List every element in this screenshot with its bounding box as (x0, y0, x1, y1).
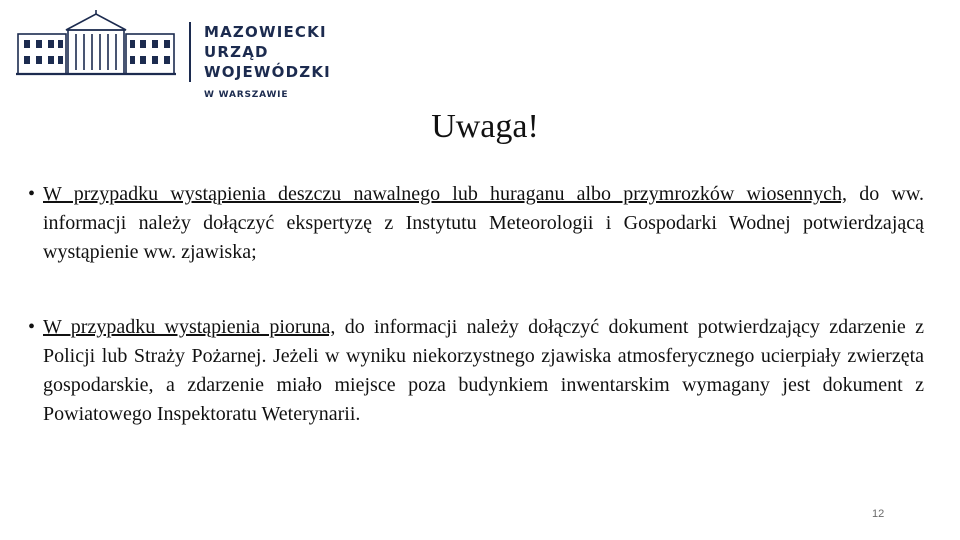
logo-line-1: MAZOWIECKI (204, 23, 327, 41)
logo-line-3: W WARSZAWIE (204, 90, 289, 100)
bullet-item (28, 180, 924, 267)
logo-wordmark (204, 22, 374, 100)
page-number: 12 (872, 508, 885, 520)
bullet-marker: • (28, 183, 36, 205)
bullet-item (28, 313, 924, 429)
slide-title: Uwaga! (431, 108, 539, 145)
logo-line-2: URZĄD WOJEWÓDZKI (204, 43, 331, 81)
bullet-text: do ww. informacji należy dołączyć ekspertyzę z Instytutu Meteorologii i Gospodarki Wodnej potwierdzającą wystąpienie ww. zjawiska; (43, 183, 924, 263)
logo-divider (189, 22, 191, 82)
bullet-underlined-text: W przypadku wystąpienia pioruna, (43, 316, 336, 338)
bullet-marker: • (28, 316, 36, 338)
bullet-underlined-text: W przypadku wystąpienia deszczu nawalnego lub huraganu albo przymrozków wiosennych, (43, 183, 848, 205)
building-logo-icon (14, 8, 179, 80)
bullet-list (28, 180, 924, 429)
logo (14, 8, 374, 100)
bullet-text: do informacji należy dołączyć dokument potwierdzający zdarzenie z Policji lub Straży Pożarnej. Jeżeli w wyniku niekorzystnego zjawiska atmosferycznego ucierpiały zwierzęta gospodarskie, a zdarzenie miało miejsce poza budynkiem inwentarskim wymagany jest dokument z Powiatowego Inspektoratu Weterynarii. (43, 316, 924, 425)
